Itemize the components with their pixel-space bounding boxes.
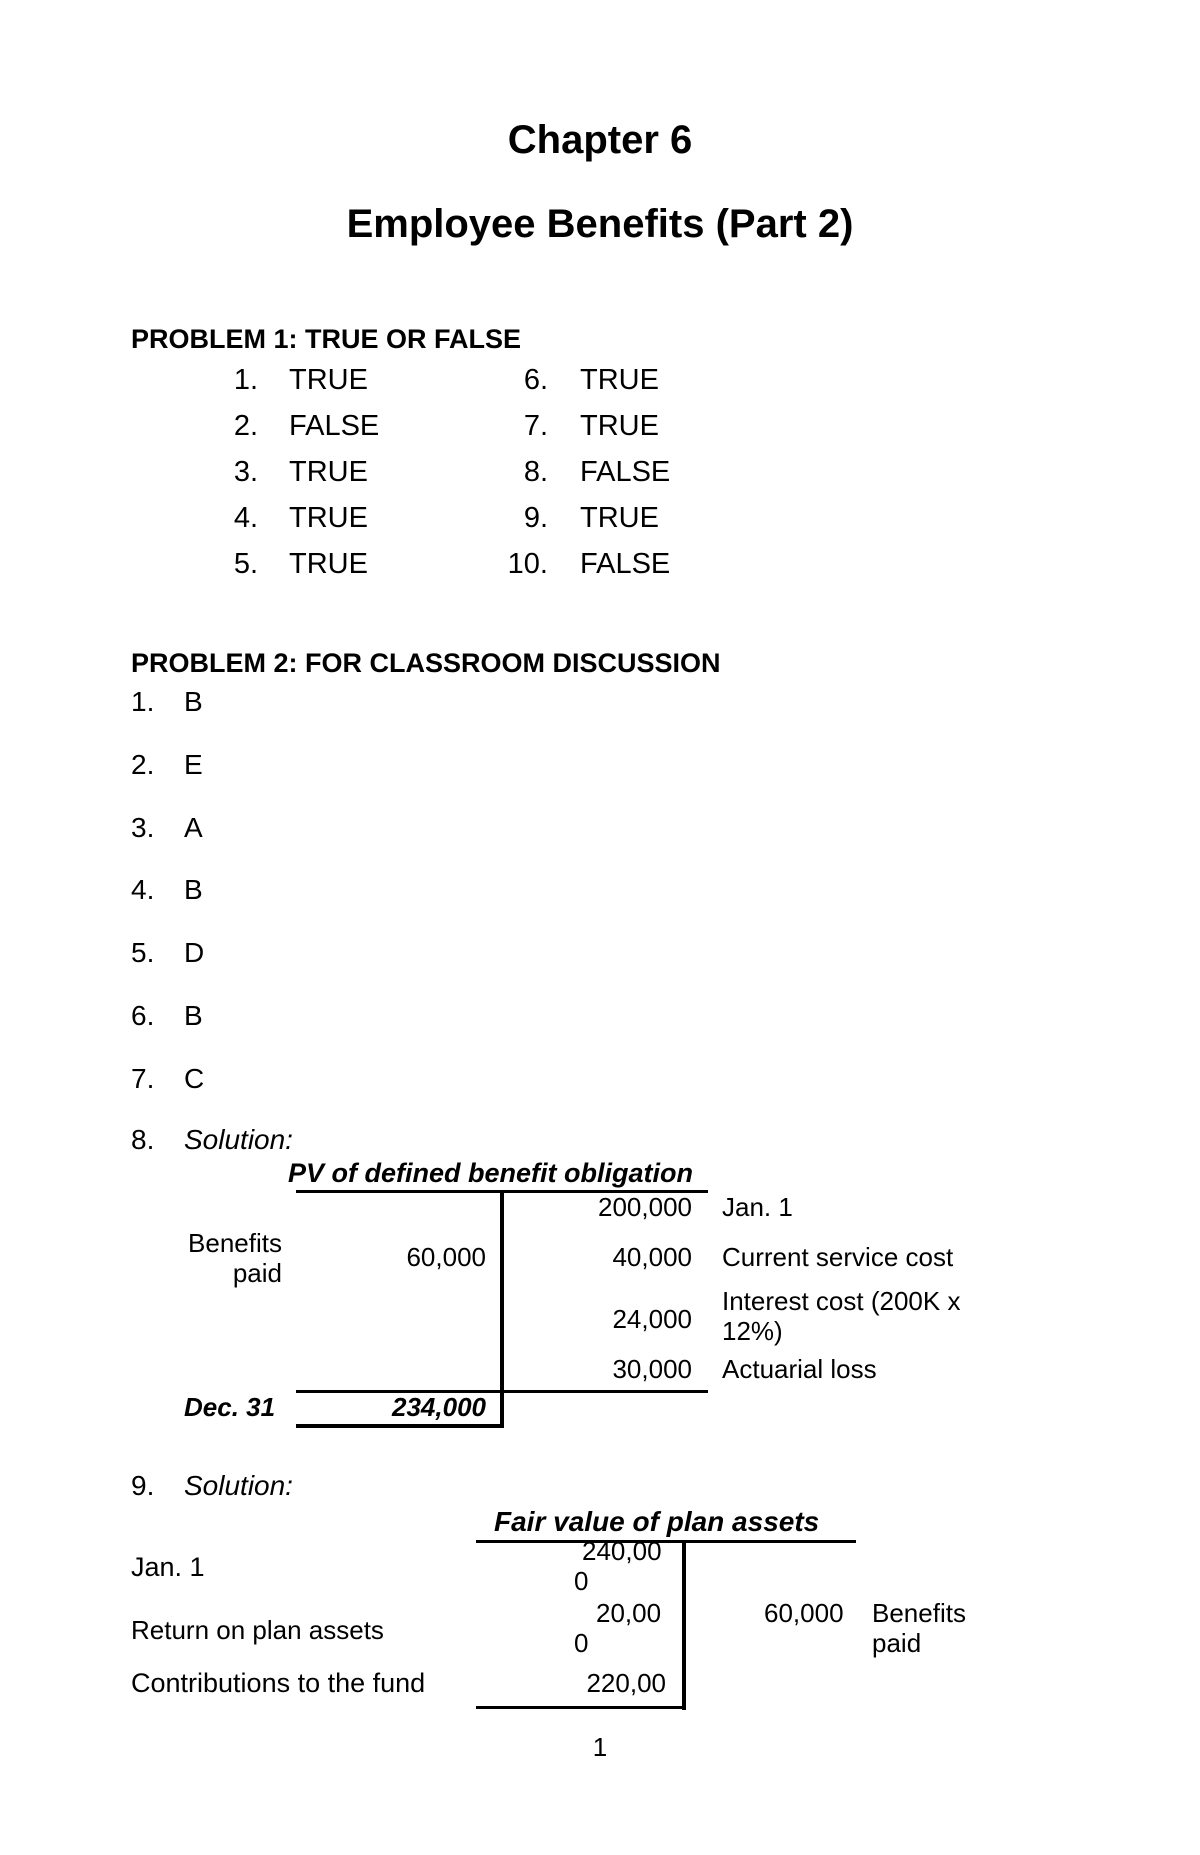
list-item-number: 9. (523, 502, 548, 534)
credit-label: Benefits paid (872, 1598, 966, 1658)
list-item-number: 10. (507, 548, 548, 580)
list-item-number: 4. (233, 502, 258, 534)
credit-description: Current service cost (722, 1242, 954, 1272)
credit-description: Jan. 1 (722, 1192, 793, 1222)
debit-balance-double-rule (296, 1424, 504, 1428)
list-item-number: 2. (233, 410, 258, 442)
list-item-number: 5. (233, 548, 258, 580)
list-item-number: 4. (131, 874, 155, 905)
t-account-title: PV of defined benefit obligation (288, 1158, 693, 1188)
t-account-top-rule (476, 1540, 856, 1543)
t-account-center-rule (682, 1540, 686, 1710)
list-item-number: 5. (131, 937, 155, 968)
debit-label: Contributions to the fund (131, 1668, 426, 1698)
chapter-title: Chapter 6 (507, 118, 693, 162)
list-item-number: 1. (131, 686, 155, 717)
list-item-number: 8. (523, 456, 548, 488)
credit-value: 40,000 (612, 1242, 692, 1272)
credit-value: 60,000 (764, 1598, 844, 1628)
item8-solution-label: Solution: (184, 1124, 293, 1155)
list-item-number: 6. (523, 364, 548, 396)
list-item-answer: TRUE (289, 502, 368, 534)
credit-total-rule (500, 1390, 708, 1393)
item9-number: 9. (131, 1470, 155, 1501)
list-item-answer: B (184, 874, 203, 905)
list-item-answer: B (184, 686, 203, 717)
credit-value: 30,000 (612, 1354, 692, 1384)
problem2-heading: PROBLEM 2: FOR CLASSROOM DISCUSSION (131, 648, 721, 678)
list-item-answer: FALSE (580, 456, 671, 488)
list-item-answer: TRUE (580, 410, 659, 442)
list-item-answer: D (184, 937, 205, 968)
credit-value: 200,000 (598, 1192, 692, 1222)
t-account-title: Fair value of plan assets (494, 1506, 820, 1537)
list-item-number: 7. (131, 1063, 155, 1094)
list-item-answer: TRUE (289, 456, 368, 488)
list-item-number: 6. (131, 1000, 155, 1031)
list-item-answer: FALSE (580, 548, 671, 580)
problem1-heading: PROBLEM 1: TRUE OR FALSE (131, 324, 522, 354)
list-item-answer: B (184, 1000, 203, 1031)
item9-solution-label: Solution: (184, 1470, 293, 1501)
balance-value: 234,000 (392, 1392, 486, 1422)
debit-value: 220,00 (586, 1668, 666, 1698)
debit-label: Benefits paid (188, 1228, 282, 1288)
debit-value: 20,000 (574, 1598, 662, 1658)
page-number: 1 (592, 1732, 608, 1762)
page-title: Employee Benefits (Part 2) (346, 202, 854, 246)
credit-value: 24,000 (612, 1304, 692, 1334)
list-item-number: 7. (523, 410, 548, 442)
debit-label: Return on plan assets (131, 1615, 384, 1645)
list-item-answer: E (184, 749, 203, 780)
list-item-number: 2. (131, 749, 155, 780)
list-item-answer: TRUE (580, 364, 659, 396)
list-item-number: 3. (131, 812, 155, 843)
credit-description: Actuarial loss (722, 1354, 877, 1384)
list-item-number: 1. (233, 364, 258, 396)
credit-description: Interest cost (200K x 12%) (722, 1286, 961, 1346)
list-item-answer: FALSE (289, 410, 380, 442)
list-item-answer: A (184, 812, 203, 843)
balance-label: Dec. 31 (184, 1392, 276, 1422)
item8-number: 8. (131, 1124, 155, 1155)
debit-value: 240,000 (574, 1536, 662, 1596)
list-item-answer: TRUE (289, 364, 368, 396)
debit-value: 60,000 (406, 1242, 486, 1272)
list-item-answer: TRUE (580, 502, 659, 534)
list-item-number: 3. (233, 456, 258, 488)
list-item-answer: TRUE (289, 548, 368, 580)
list-item-answer: C (184, 1063, 205, 1094)
debit-bottom-rule (476, 1706, 686, 1709)
debit-label: Jan. 1 (131, 1552, 205, 1582)
